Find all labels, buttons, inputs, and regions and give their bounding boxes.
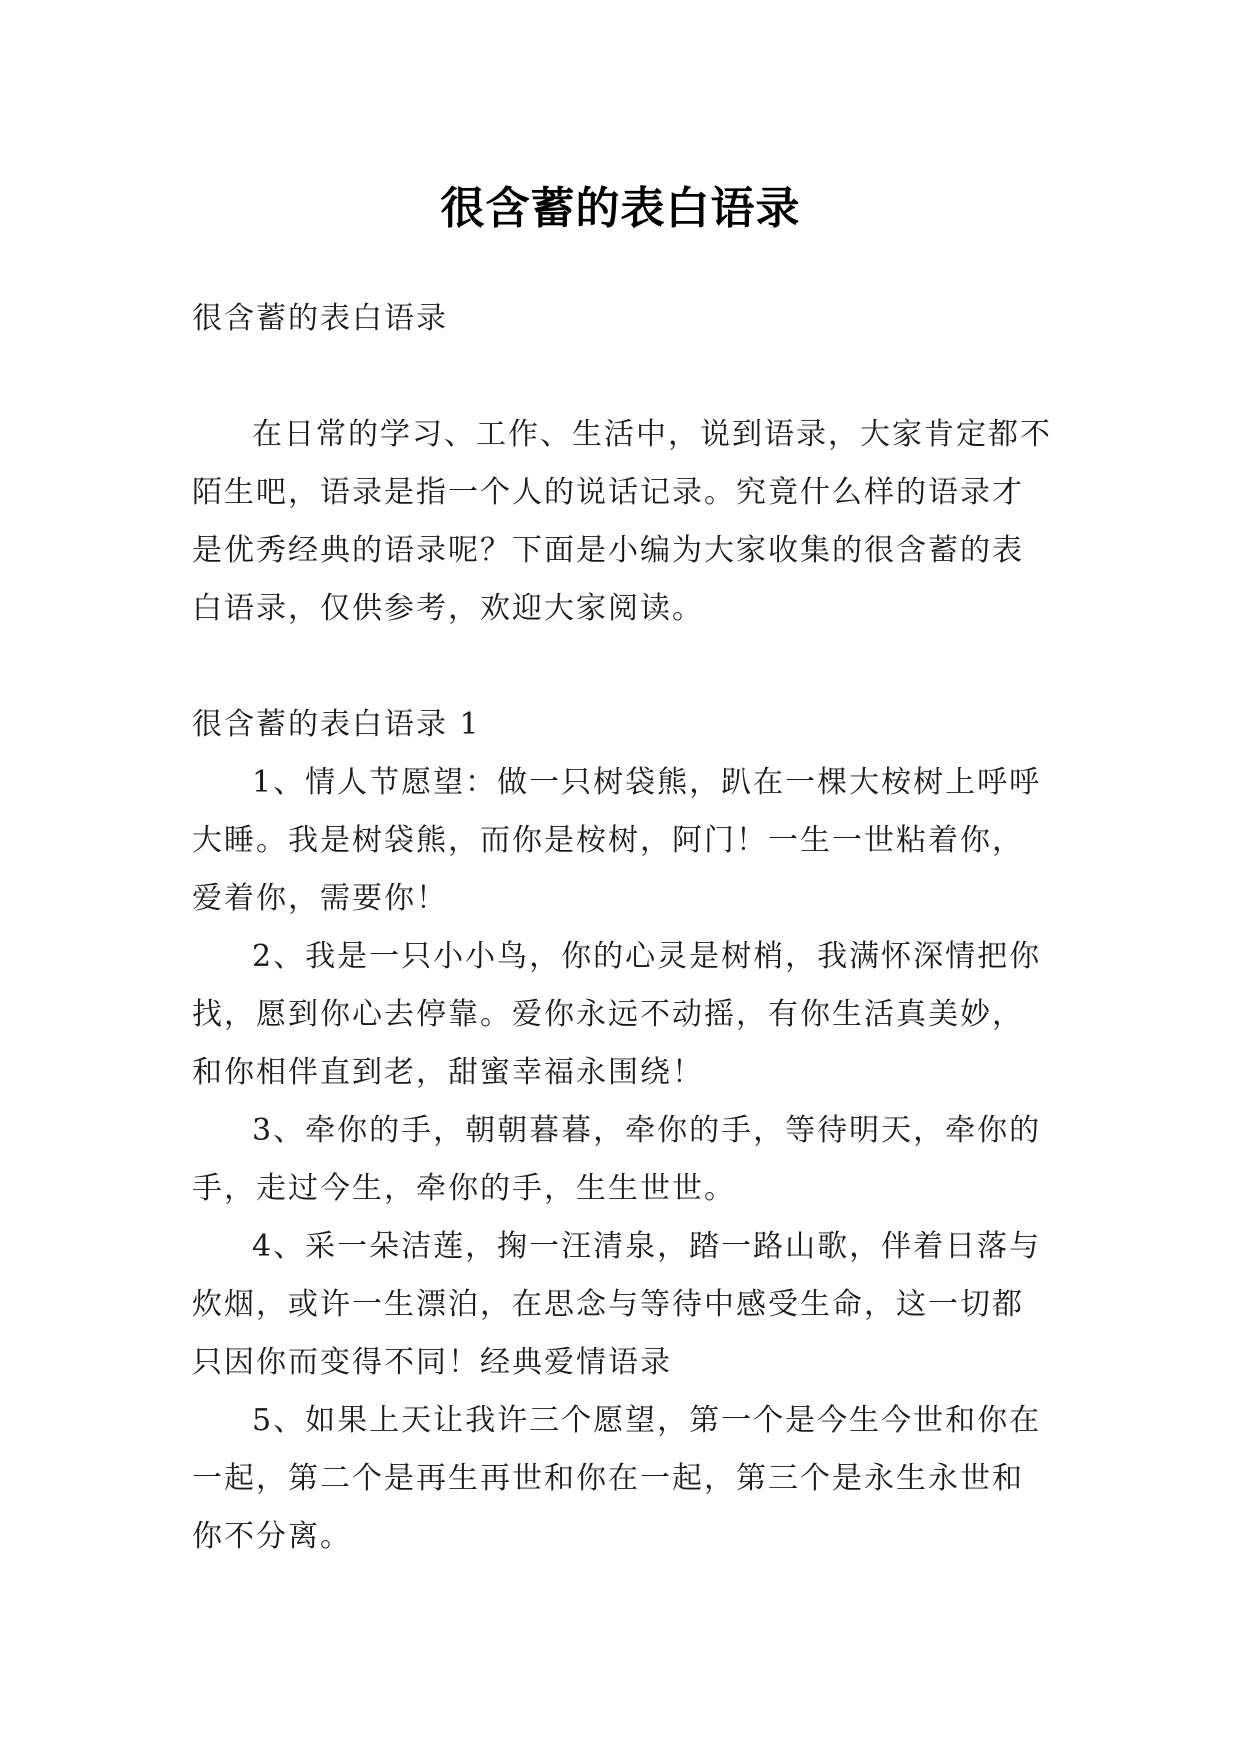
- document-body: [192, 290, 1052, 1566]
- document-subtitle: 很含蓄的表白语录: [192, 301, 448, 336]
- list-item: 1、情人节愿望：做一只树袋熊，趴在一棵大桉树上呼呼大睡。我是树袋熊，而你是桉树，阿门！一生一世粘着你，爱着你，需要你！: [192, 765, 1042, 916]
- document-title: 很含蓄的表白语录: [440, 183, 801, 235]
- intro-paragraph: 在日常的学习、工作、生活中，说到语录，大家肯定都不陌生吧，语录是指一个人的说话记录。究竟什么样的语录才是优秀经典的语录呢？下面是小编为大家收集的很含蓄的表白语录，仅供参考，欢迎大家阅读。: [192, 417, 1052, 626]
- section-heading: 很含蓄的表白语录 1: [192, 707, 481, 742]
- list-item: 3、牵你的手，朝朝暮暮，牵你的手，等待明天，牵你的手，走过今生，牵你的手，生生世世。: [192, 1113, 1042, 1206]
- list-item: 5、如果上天让我许三个愿望，第一个是今生今世和你在一起，第二个是再生再世和你在一起，第三个是永生永世和你不分离。: [192, 1403, 1042, 1554]
- list-item: 2、我是一只小小鸟，你的心灵是树梢，我满怀深情把你找，愿到你心去停靠。爱你永远不动摇，有你生活真美妙，和你相伴直到老，甜蜜幸福永围绕！: [192, 939, 1042, 1090]
- list-item: 4、采一朵洁莲，掬一汪清泉，踏一路山歌，伴着日落与炊烟，或许一生漂泊，在思念与等待中感受生命，这一切都只因你而变得不同！经典爱情语录: [192, 1229, 1042, 1380]
